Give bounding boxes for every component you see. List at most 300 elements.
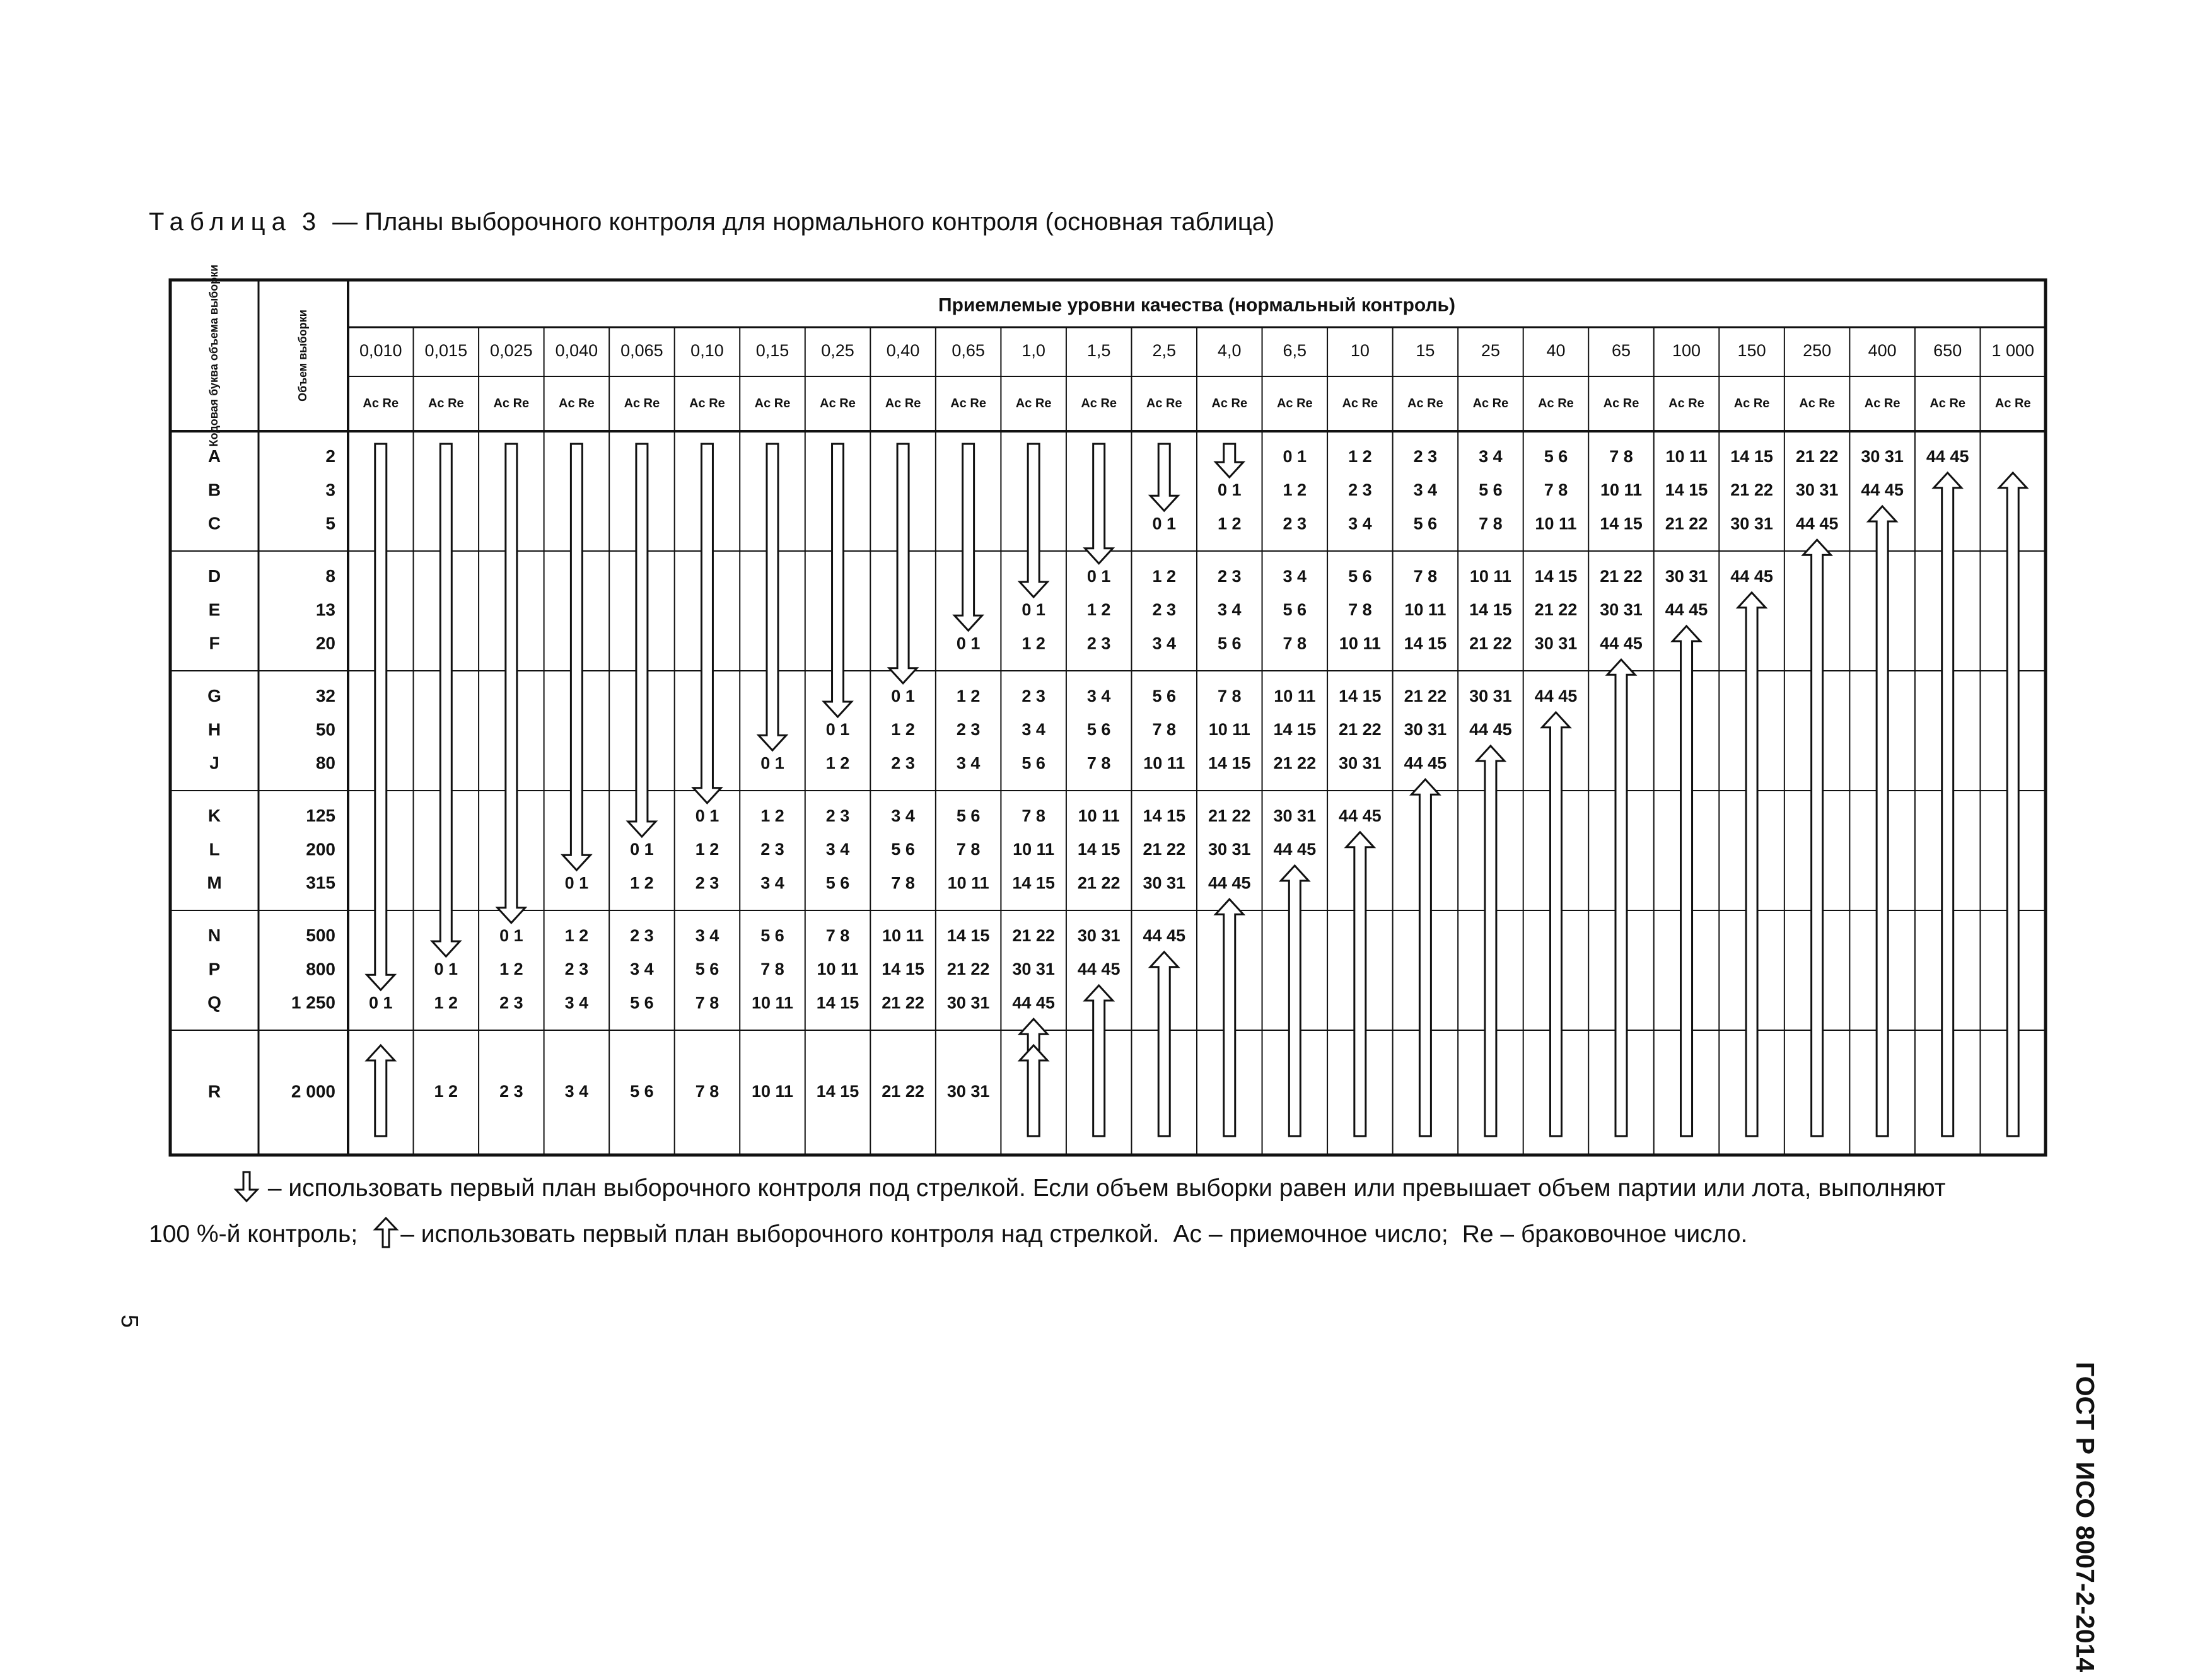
code-letter: G [207,686,221,706]
plan-cell: 14 15 [1012,873,1055,893]
arrow-up-icon [1607,659,1635,1136]
code-letter: A [207,446,221,467]
plan-cell: 1 2 [1283,480,1307,500]
table-grid [170,264,2046,1155]
aql-value: 1 000 [1991,341,2035,361]
plan-cell: 5 6 [1152,686,1177,705]
ac-re-label: Ac Re [1799,396,1835,410]
plan-cell: 10 11 [1078,806,1120,825]
plan-cell: 5 6 [630,1082,654,1101]
arrow-up-icon [1868,506,1896,1136]
plan-cell: 3 4 [564,1082,589,1101]
plan-cell: 1 2 [1217,514,1242,533]
sample-size: 3 [325,480,335,500]
arrow-up-icon [1281,866,1308,1136]
plan-cell: 44 45 [1534,686,1578,705]
plan-cell: 3 4 [695,926,719,945]
plan-cell: 21 22 [1600,566,1643,586]
plan-cell: 30 31 [1077,926,1121,945]
arrow-down-icon [232,1171,261,1202]
ac-re-label: Ac Re [493,396,530,410]
arrow-down-icon [1020,444,1047,597]
plan-cell: 7 8 [891,873,915,893]
code-letter: L [209,839,220,859]
plan-cell: 0 1 [434,960,458,979]
plan-cell: 1 2 [564,926,589,945]
sample-size: 32 [315,686,335,706]
plan-cell: 0 1 [760,753,784,773]
plan-cell: 14 15 [1273,720,1317,740]
arrow-down-icon [367,444,395,990]
plan-cell: 14 15 [816,993,859,1013]
plan-cell: 1 2 [1152,566,1177,586]
plan-cell: 30 31 [1273,806,1317,825]
code-letter: H [207,719,221,740]
plan-cell: 21 22 [1469,634,1512,653]
arrow-down-icon [562,444,590,870]
ac-re-label: Ac Re [1146,396,1182,410]
arrow-up-icon [1346,832,1374,1136]
aql-value: 4,0 [1217,341,1242,361]
aql-value: 0,15 [755,341,789,361]
ac-re-label: Ac Re [1603,396,1639,410]
plan-cell: 30 31 [1143,873,1186,893]
plan-cell: 1 2 [434,993,458,1013]
standard-designation: ГОСТ Р ИСО 8007-2-2014 [2071,1362,2100,1672]
plan-cell: 7 8 [1022,806,1045,825]
arrow-up-icon [1542,712,1569,1136]
arrow-up-icon [1085,985,1113,1136]
aql-value: 2,5 [1152,341,1177,361]
plan-cell: 10 11 [751,1082,794,1101]
plan-cell: 44 45 [1339,806,1382,825]
plan-cell: 2 3 [1348,480,1372,500]
aql-value: 100 [1672,341,1701,361]
plan-cell: 44 45 [1926,446,1969,466]
ac-re-label: Ac Re [1994,396,2031,410]
plan-cell: 44 45 [1143,926,1186,945]
plan-cell: 1 2 [1022,634,1045,653]
plan-cell: 21 22 [1143,840,1186,859]
plan-cell: 1 2 [630,873,654,893]
plan-cell: 3 4 [1217,600,1242,620]
plan-cell: 1 2 [891,720,915,740]
plan-cell: 3 4 [891,806,915,825]
arrow-down-icon [759,444,786,750]
ac-re-label: Ac Re [1015,396,1052,410]
ac-re-label: Ac Re [1733,396,1770,410]
aql-value: 1,5 [1086,341,1111,361]
plan-cell: 7 8 [1086,753,1111,773]
aql-value: 0,015 [424,341,468,361]
plan-cell: 2 3 [564,960,589,979]
plan-cell: 14 15 [1730,446,1773,466]
plan-cell: 3 4 [630,960,654,979]
aql-value: 0,025 [490,341,533,361]
plan-cell: 44 45 [1600,634,1643,653]
arrow-down-icon [1085,444,1113,564]
plan-cell: 14 15 [1208,753,1251,773]
plan-cell: 3 4 [1348,514,1372,533]
sample-size: 2 000 [291,1081,335,1101]
plan-cell: 3 4 [564,993,589,1013]
plan-cell: 0 1 [1022,600,1045,620]
plan-cell: 14 15 [1600,514,1643,533]
code-letter: B [207,480,221,500]
plan-cell: 10 11 [1013,840,1055,859]
note-re-text: Re – браковочное число. [1462,1221,1748,1248]
plan-cell: 7 8 [1217,686,1242,705]
arrow-up-icon [1803,540,1831,1136]
sample-size: 8 [325,566,335,586]
ac-re-label: Ac Re [885,396,921,410]
plan-cell: 14 15 [816,1082,859,1101]
plan-cell: 3 4 [1152,634,1177,653]
aql-value: 65 [1611,341,1631,361]
plan-cell: 30 31 [1795,480,1839,500]
code-letter: E [208,600,221,620]
table-caption [149,208,1274,236]
plan-cell: 0 1 [1086,566,1111,586]
code-letter: P [208,959,221,979]
plan-cell: 5 6 [1479,480,1503,500]
arrow-down-icon [432,444,460,956]
aql-value: 15 [1416,341,1435,361]
plan-cell: 10 11 [882,926,924,945]
note-arrow-up-text: – использовать первый план выборочного контроля над стрелкой. [400,1221,1160,1248]
plan-cell: 44 45 [1861,480,1904,500]
aql-value: 10 [1350,341,1370,361]
plan-cell: 7 8 [1479,514,1503,533]
arrow-up-icon [367,1045,395,1136]
plan-cell: 1 2 [760,806,784,825]
aql-value: 650 [1933,341,1962,361]
plan-cell: 30 31 [1469,686,1512,705]
note-line-1 [149,1165,2047,1211]
ac-re-label: Ac Re [1472,396,1509,410]
code-letter: R [207,1081,221,1101]
header-title: Приемлемые уровни качества (нормальный контроль) [938,294,1455,316]
plan-cell: 10 11 [947,873,989,893]
plan-cell: 5 6 [825,873,850,893]
ac-re-label: Ac Re [1668,396,1704,410]
plan-cell: 7 8 [1413,566,1438,586]
plan-cell: 10 11 [1208,720,1250,740]
plan-cell: 21 22 [946,960,990,979]
ac-re-label: Ac Re [1081,396,1117,410]
plan-cell: 5 6 [1283,600,1307,620]
note-line-2 [149,1211,2047,1257]
code-letter-header: Кодовая буква объема выборки [207,264,220,447]
plan-cell: 30 31 [946,1082,990,1101]
code-letter: C [207,513,221,533]
plan-cell: 7 8 [760,960,784,979]
aql-value: 250 [1803,341,1832,361]
ac-re-label: Ac Re [559,396,595,410]
plan-cell: 5 6 [891,840,915,859]
plan-cell: 7 8 [1152,720,1177,740]
plan-cell: 2 3 [1022,686,1045,705]
plan-cell: 44 45 [1730,566,1773,586]
plan-cell: 21 22 [1795,446,1839,466]
sample-size: 13 [315,600,335,620]
plan-cell: 14 15 [1143,806,1186,825]
sample-size: 20 [315,633,335,653]
aql-value: 1,0 [1022,341,1045,361]
code-letter: J [209,753,219,773]
plan-cell: 44 45 [1665,600,1708,620]
plan-cell: 5 6 [1086,720,1111,740]
plan-cell: 30 31 [1339,753,1382,773]
plan-cell: 2 3 [499,1082,523,1101]
plan-cell: 21 22 [1339,720,1382,740]
plan-cell: 5 6 [1413,514,1438,533]
plan-cell: 44 45 [1012,993,1055,1013]
aql-value: 0,25 [821,341,854,361]
plan-cell: 2 3 [695,873,719,893]
plan-cell: 2 3 [825,806,850,825]
plan-cell: 10 11 [1665,446,1708,466]
plan-cell: 21 22 [882,1082,924,1101]
plan-cell: 10 11 [817,960,859,979]
plan-cell: 2 3 [891,753,915,773]
arrow-up-icon [1216,899,1243,1136]
plan-cell: 14 15 [1404,634,1447,653]
plan-cell: 10 11 [1339,634,1381,653]
plan-cell: 10 11 [1600,480,1643,500]
arrow-up-icon [1020,1045,1047,1136]
plan-cell: 21 22 [1012,926,1055,945]
plan-cell: 30 31 [1665,566,1708,586]
plan-cell: 3 4 [1479,446,1503,466]
plan-cell: 14 15 [1534,566,1578,586]
plan-cell: 5 6 [1217,634,1242,653]
aql-value: 0,010 [359,341,402,361]
ac-re-label: Ac Re [1407,396,1443,410]
plan-cell: 7 8 [956,840,981,859]
plan-cell: 5 6 [630,993,654,1013]
arrow-up-icon [1934,473,1962,1136]
sample-size: 125 [306,806,335,826]
caption-number: 3 [301,208,317,236]
plan-cell: 21 22 [882,993,924,1013]
plan-cell: 2 3 [1152,600,1177,620]
plan-cell: 7 8 [1544,480,1568,500]
plan-cell: 3 4 [1283,566,1307,586]
plan-cell: 2 3 [1413,446,1438,466]
sample-size: 800 [306,959,335,979]
sample-size: 315 [306,873,335,893]
plan-cell: 0 1 [1217,480,1242,500]
plan-cell: 3 4 [1086,686,1111,705]
code-letter: K [207,806,221,826]
ac-re-label: Ac Re [1211,396,1248,410]
plan-cell: 21 22 [1534,600,1578,620]
arrow-up-icon [371,1217,400,1248]
arrow-down-icon [693,444,721,803]
sample-size: 5 [325,513,335,533]
plan-cell: 10 11 [1404,600,1447,620]
ac-re-label: Ac Re [754,396,791,410]
arrow-down-icon [628,444,656,837]
caption-word: Таблица [149,208,292,236]
note-ac-text: Ac – приемочное число; [1173,1221,1448,1248]
plan-cell: 5 6 [956,806,981,825]
table-notes [149,1165,2047,1257]
plan-cell: 14 15 [946,926,990,945]
aql-value: 0,40 [886,341,920,361]
sample-size: 2 [325,446,335,467]
plan-cell: 2 3 [1217,566,1242,586]
plan-cell: 0 1 [891,686,915,705]
plan-cell: 44 45 [1795,514,1839,533]
plan-cell: 30 31 [1600,600,1643,620]
plan-cell: 3 4 [1022,720,1045,740]
arrow-up-icon [1738,593,1766,1136]
code-letter: Q [207,992,221,1013]
plan-cell: 10 11 [1469,566,1511,586]
plan-cell: 7 8 [825,926,850,945]
plan-cell: 21 22 [1208,806,1251,825]
plan-cell: 2 3 [499,993,523,1013]
plan-cell: 14 15 [1469,600,1512,620]
plan-cell: 2 3 [630,926,654,945]
ac-re-label: Ac Re [363,396,399,410]
aql-value: 0,10 [690,341,724,361]
arrow-up-icon [1477,746,1505,1136]
ac-re-label: Ac Re [1864,396,1901,410]
plan-cell: 2 3 [1283,514,1307,533]
sample-size: 200 [306,839,335,859]
plan-cell: 30 31 [946,993,990,1013]
plan-cell: 5 6 [1022,753,1045,773]
plan-cell: 3 4 [956,753,981,773]
ac-re-label: Ac Re [820,396,856,410]
plan-cell: 0 1 [1283,446,1307,466]
plan-cell: 1 2 [1348,446,1372,466]
plan-cell: 0 1 [368,993,393,1013]
plan-cell: 30 31 [1208,840,1251,859]
plan-cell: 5 6 [1348,566,1372,586]
arrow-down-icon [1216,444,1243,477]
note-arrow-down-text: – использовать первый план выборочного контроля под стрелкой. Если объем выборки равен или превышает объем партии или лота, выполняют [267,1175,1946,1202]
plan-cell: 0 1 [825,720,850,740]
page-number: 5 [116,1315,143,1328]
plan-cell: 7 8 [1348,600,1372,620]
note-full-inspection: 100 %-й контроль; [149,1221,358,1248]
code-letter: M [207,873,222,893]
plan-cell: 0 1 [499,926,523,945]
plan-cell: 0 1 [956,634,981,653]
plan-cell: 7 8 [1283,634,1307,653]
plan-cell: 2 3 [760,840,784,859]
plan-cell: 1 2 [956,686,981,705]
plan-cell: 1 2 [499,960,523,979]
arrow-down-icon [889,444,917,683]
plan-cell: 21 22 [1273,753,1317,773]
caption-text: — Планы выборочного контроля для нормального контроля (основная таблица) [332,208,1275,236]
arrow-down-icon [498,444,525,923]
aql-value: 40 [1546,341,1566,361]
code-letter: F [209,633,220,653]
plan-cell: 1 2 [1086,600,1111,620]
sample-size-header: Объем выборки [296,310,309,402]
plan-cell: 3 4 [1413,480,1438,500]
plan-cell: 10 11 [1535,514,1577,533]
sampling-plans-table [170,264,2046,1155]
plan-cell: 30 31 [1730,514,1773,533]
plan-cell: 44 45 [1208,873,1251,893]
plan-cell: 5 6 [1544,446,1568,466]
plan-cell: 30 31 [1012,960,1055,979]
plan-cell: 1 2 [695,840,719,859]
plan-cell: 30 31 [1404,720,1447,740]
plan-cell: 0 1 [695,806,719,825]
plan-cell: 14 15 [1665,480,1708,500]
plan-cell: 10 11 [1274,686,1316,705]
arrow-up-icon [1673,626,1701,1136]
ac-re-label: Ac Re [624,396,660,410]
plan-cell: 30 31 [1861,446,1904,466]
ac-re-label: Ac Re [1342,396,1378,410]
plan-cell: 1 2 [825,753,850,773]
sample-size: 500 [306,926,335,946]
arrow-down-icon [1150,444,1178,511]
plan-cell: 3 4 [825,840,850,859]
arrow-up-icon [1999,473,2027,1136]
aql-value: 0,65 [952,341,985,361]
plan-cell: 44 45 [1077,960,1121,979]
aql-value: 25 [1481,341,1500,361]
aql-value: 6,5 [1283,341,1307,361]
plan-cell: 1 2 [434,1082,458,1101]
ac-re-label: Ac Re [950,396,986,410]
plan-cell: 0 1 [564,873,589,893]
arrow-down-icon [955,444,982,630]
arrow-up-icon [1150,952,1178,1136]
plan-cell: 44 45 [1273,840,1317,859]
code-letter: D [207,566,221,586]
plan-cell: 2 3 [956,720,981,740]
plan-cell: 14 15 [1339,686,1382,705]
plan-cell: 5 6 [695,960,719,979]
ac-re-label: Ac Re [428,396,464,410]
plan-cell: 30 31 [1534,634,1578,653]
plan-cell: 44 45 [1469,720,1512,740]
sample-size: 50 [315,719,335,740]
aql-value: 0,040 [555,341,598,361]
ac-re-label: Ac Re [1276,396,1313,410]
code-letter: N [207,926,221,946]
ac-re-label: Ac Re [1538,396,1574,410]
plan-cell: 14 15 [1077,840,1121,859]
aql-value: 150 [1737,341,1766,361]
plan-cell: 2 3 [1086,634,1111,653]
ac-re-label: Ac Re [689,396,725,410]
plan-cell: 5 6 [760,926,784,945]
plan-cell: 7 8 [695,993,719,1013]
ac-re-label: Ac Re [1930,396,1966,410]
plan-cell: 7 8 [1609,446,1633,466]
plan-cell: 3 4 [760,873,784,893]
arrow-down-icon [824,444,852,717]
plan-cell: 7 8 [695,1082,719,1101]
plan-cell: 21 22 [1730,480,1773,500]
plan-cell: 21 22 [1404,686,1447,705]
plan-cell: 10 11 [751,993,794,1013]
plan-cell: 0 1 [1152,514,1177,533]
aql-value: 0,065 [620,341,663,361]
